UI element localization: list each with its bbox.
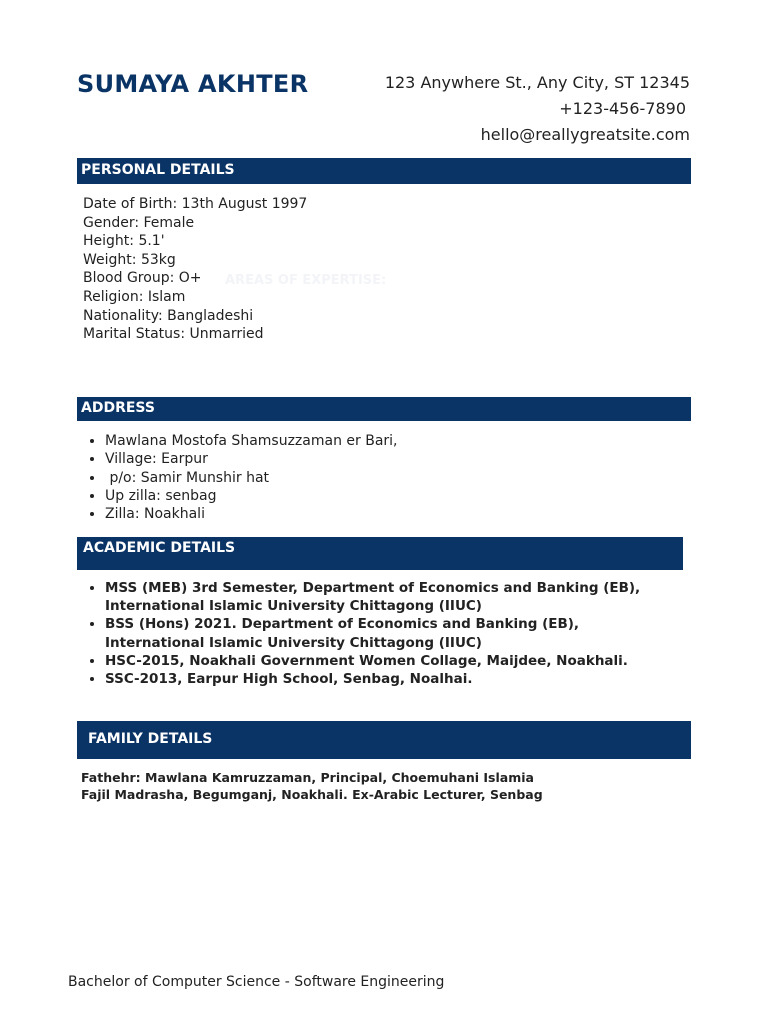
academic-item: • SSC-2013, Earpur High School, Senbag, Noalhai. (105, 670, 675, 688)
personal-detail-blood-group: Blood Group: O+ (83, 270, 202, 287)
academic-list (83, 579, 675, 688)
personal-detail-gender: Gender: Female (83, 214, 195, 231)
address-item: • Up zilla: senbag (105, 487, 605, 505)
address-item: • Mawlana Mostofa Shamsuzzaman er Bari, (105, 432, 605, 450)
personal-details-heading: PERSONAL DETAILS (77, 158, 691, 184)
academic-item: • MSS (MEB) 3rd Semester, Department of Economics and Banking (EB), International Islamic University Chittagong (IIUC) (105, 579, 675, 615)
contact-email[interactable]: hello@reallygreatsite.com (480, 125, 690, 144)
contact-phone: +123-456-7890 (559, 99, 686, 118)
personal-detail-marital-status: Marital Status: Unmarried (83, 326, 264, 343)
personal-detail-religion: Religion: Islam (83, 288, 186, 305)
personal-detail-nationality: Nationality: Bangladeshi (83, 307, 254, 324)
contact-address: 123 Anywhere St., Any City, ST 12345 (384, 73, 690, 92)
address-heading: ADDRESS (77, 397, 691, 421)
personal-detail-dob: Date of Birth: 13th August 1997 (83, 196, 308, 212)
personal-detail-height: Height: 5.1' (83, 233, 165, 250)
address-list (83, 432, 605, 523)
address-item: • p/o: Samir Munshir hat (105, 469, 605, 487)
personal-details-list (83, 195, 307, 344)
personal-detail-weight: Weight: 53kg (83, 251, 176, 268)
academic-item: • HSC-2015, Noakhali Government Women Collage, Maijdee, Noakhali. (105, 652, 675, 670)
family-details-heading: FAMILY DETAILS (77, 721, 691, 759)
address-item: • Zilla: Noakhali (105, 505, 605, 523)
applicant-name: SUMAYA AKHTER (77, 70, 309, 98)
faded-heading-text: AREAS OF EXPERTISE: (225, 273, 387, 288)
footer-text: Bachelor of Computer Science - Software Engineering (68, 974, 445, 990)
contact-block (385, 70, 690, 148)
family-details-text: Fathehr: Mawlana Kamruzzaman, Principal, Choemuhani Islamia Fajil Madrasha, Begumganj, Noakhali. Ex-Arabic Lecturer, Senbag (81, 770, 543, 802)
academic-details-heading: ACADEMIC DETAILS (77, 537, 683, 570)
academic-item: • BSS (Hons) 2021. Department of Economics and Banking (EB), International Islamic University Chittagong (IIUC) (105, 615, 675, 651)
address-item: • Village: Earpur (105, 450, 605, 468)
